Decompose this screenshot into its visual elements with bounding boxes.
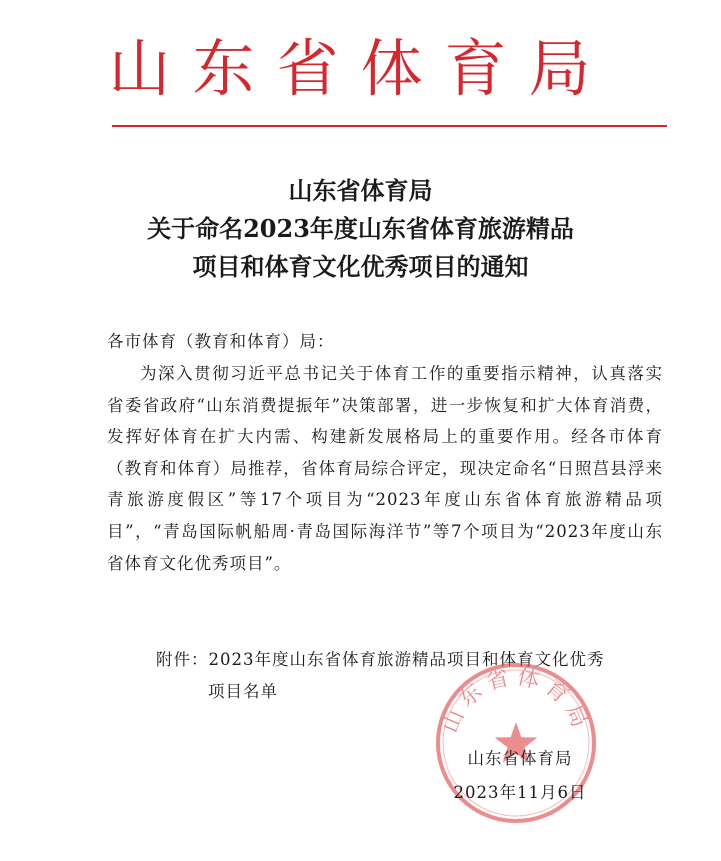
letterhead-rule <box>112 125 667 127</box>
title-line-3: 项目和体育文化优秀项目的通知 <box>192 252 529 281</box>
document-title <box>0 172 721 286</box>
signoff-date: 2023年11月6日 <box>453 783 587 802</box>
title-line-2: 关于命名2023年度山东省体育旅游精品 <box>147 214 574 243</box>
attachment-text-line2: 项目名单 <box>208 682 278 701</box>
salutation: 各市体育（教育和体育）局： <box>107 332 335 351</box>
signoff-block <box>430 742 610 810</box>
title-line-1: 山东省体育局 <box>288 176 433 205</box>
body-paragraph: 为深入贯彻习近平总书记关于体育工作的重要指示精神，认真落实省委省政府“山东消费提振年”决策部署，进一步恢复和扩大体育消费，发挥好体育在扩大内需、构建新发展格局上的重要作用。经各市体育（教育和体育）局推荐，省体育局综合评定，现决定命名“日照莒县浮来青旅游度假区”等17个项目为“2023年度山东省体育旅游精品项目”，“青岛国际帆船周·青岛国际海洋节”等7个项目为“2023年度山东省体育文化优秀项目”。 <box>107 364 663 573</box>
attachment-label: 附件： <box>156 650 209 669</box>
attachment-text-line1: 2023年度山东省体育旅游精品项目和体育文化优秀 <box>208 650 605 669</box>
seal-text: 山东省体育局 <box>437 664 595 737</box>
signoff-agency: 山东省体育局 <box>467 749 573 768</box>
letterhead-agency-name: 山东省体育局 <box>108 32 613 105</box>
